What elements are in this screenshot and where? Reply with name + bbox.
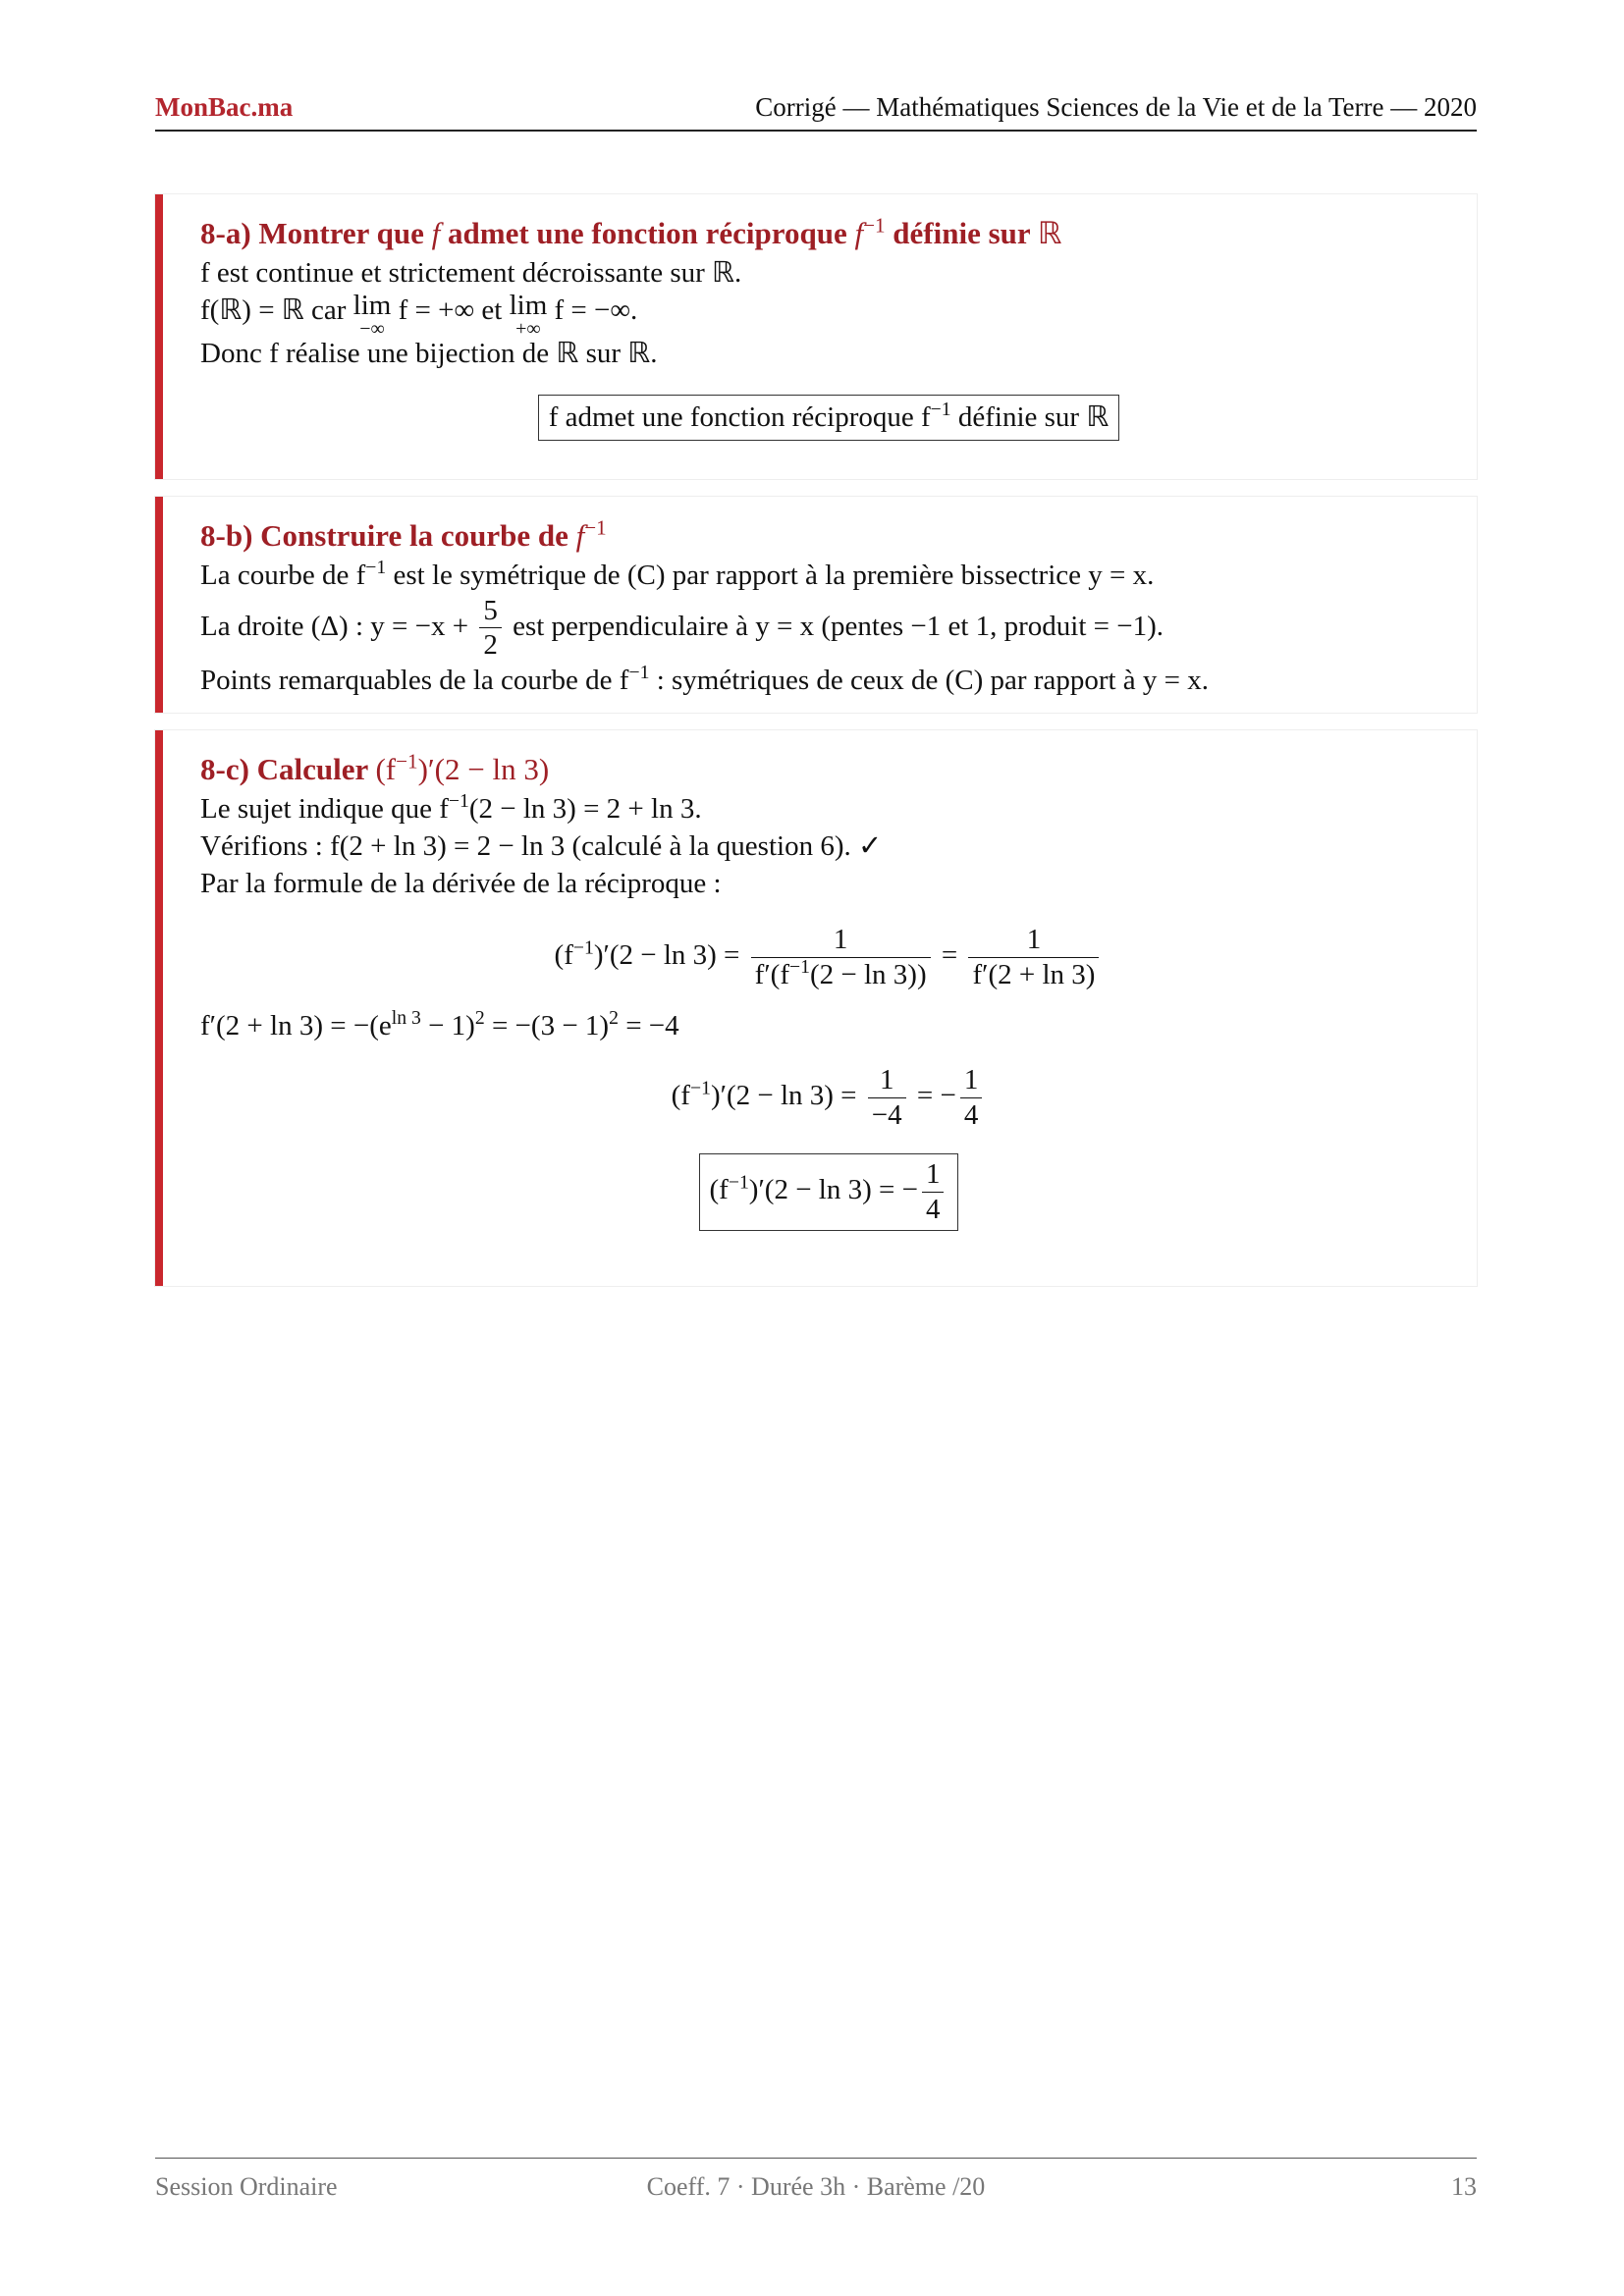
- section-8c-equation2: $(f^{-1})'(2 - \ln 3)$ = $\frac{1}{-4}$ = − $\frac{1}{4}$: [200, 1064, 1457, 1132]
- section-8c-line1: Le sujet indique que $f^{-1}(2 - \ln 3) = 2 + \ln 3$.: [200, 790, 702, 826]
- section-8b-line1: La courbe de $f^{-1}$ est le symétrique de (C) par rapport à la première bissectrice y = x.: [200, 557, 1155, 592]
- page-number: 13: [1451, 2172, 1477, 2201]
- footer-session: Session Ordinaire: [155, 2172, 338, 2201]
- section-8a-heading: 8-a) Montrer que f admet une fonction réciproque $f^{-1}$ définie sur ℝ: [200, 213, 1062, 250]
- section-8c-line2: Vérifions : f(2 + ln 3) = 2 − ln 3 (calculé à la question 6). ✓: [200, 829, 883, 862]
- section-8c-line4: $f'(2 + \ln 3) = -(e^{ln 3} - 1)^2 = -(3 - 1)^2 = -4$: [200, 1006, 679, 1041]
- footer-info: Coeff. 7 · Durée 3h · Barème /20: [646, 2172, 986, 2201]
- section-8c-line3: Par la formule de la dérivée de la réciproque :: [200, 867, 722, 899]
- section-8a-line2: f(ℝ) = ℝ car lim −∞ f = +∞ et lim +∞ f = −∞.: [200, 289, 638, 340]
- section-8b-heading: 8-b) Construire la courbe de $f^{-1}$: [200, 515, 607, 553]
- page-header: [155, 90, 1477, 132]
- section-8c-equation1: $(f^{-1})'(2 - \ln 3)$ = $\frac{1}{f'(f^{-1}(2 - \ln 3))}$ = $\frac{1}{f'(2 + \ln 3)}$: [200, 924, 1457, 991]
- section-8c-heading: 8-c) Calculer $(f^{-1})'(2 - \ln 3)$: [200, 749, 550, 786]
- section-8c-result: $(f^{-1})'(2 - \ln 3)$ = − $\frac{1}{4}$: [699, 1153, 959, 1231]
- section-8b-line3: Points remarquables de la courbe de $f^{-1}$ : symétriques de ceux de (C) par rapport à y = x.: [200, 662, 1210, 697]
- section-8a-line1: f est continue et strictement décroissante sur ℝ.: [200, 257, 742, 290]
- header-title: Corrigé — Mathématiques Sciences de la Vie et de la Terre — 2020: [755, 92, 1477, 122]
- section-8a-result: f admet une fonction réciproque $f^{-1}$ définie sur ℝ: [538, 395, 1120, 442]
- section-8b-line2: La droite (Δ) : y = −x + $\frac{5}{2}$ est perpendiculaire à y = x (pentes −1 et 1, produit = −1).: [200, 594, 1164, 662]
- section-8a-line3: Donc f réalise une bijection de ℝ sur ℝ.: [200, 337, 658, 369]
- page-footer: [155, 2158, 1477, 2208]
- brand-logo[interactable]: MonBac.ma: [155, 92, 294, 122]
- section-8b: [155, 497, 1477, 713]
- section-8c: [155, 730, 1477, 1286]
- section-8a: [155, 194, 1477, 479]
